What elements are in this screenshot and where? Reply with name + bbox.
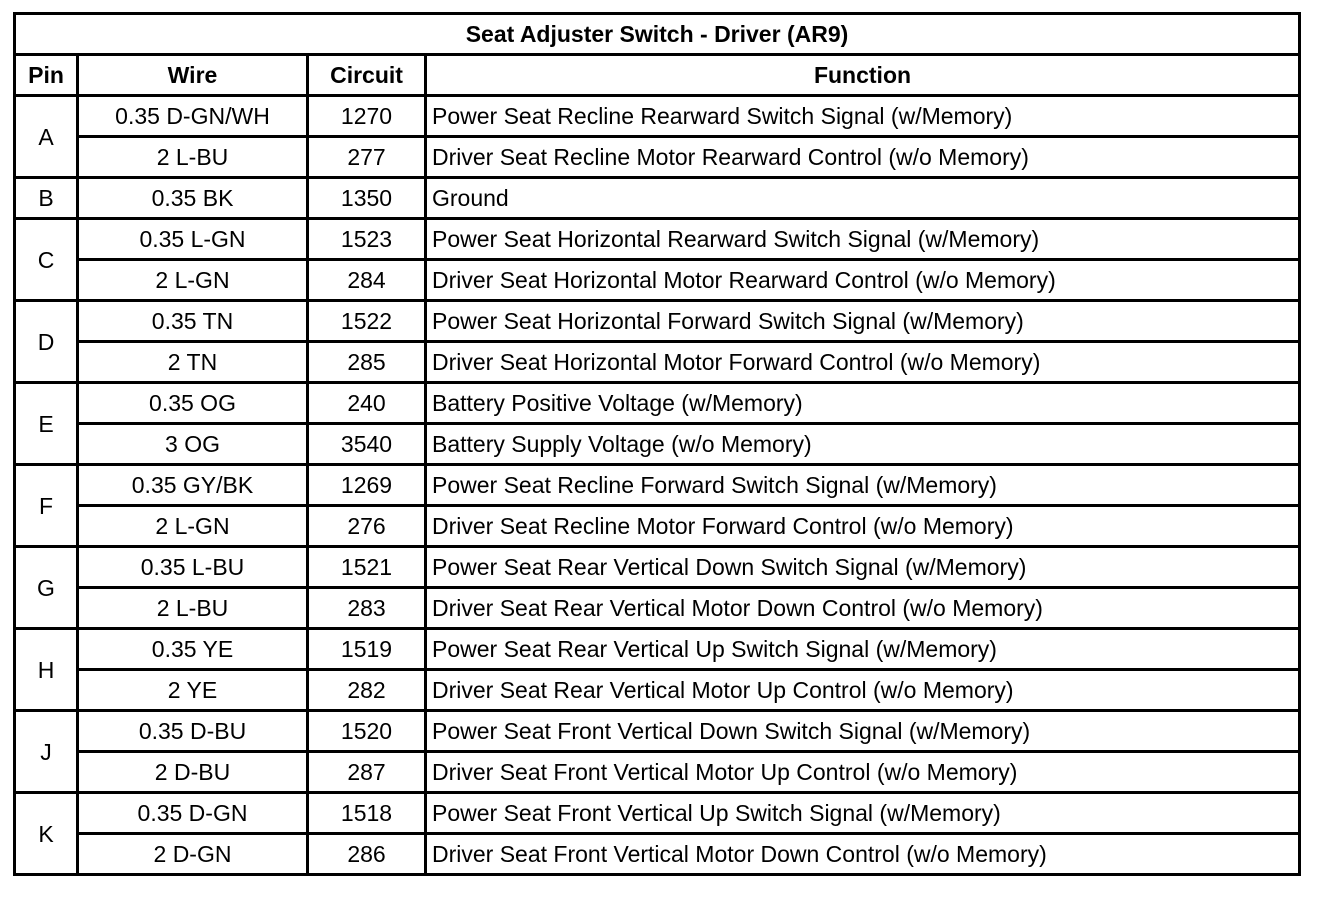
table-row — [16, 343, 1301, 384]
circuit-cell: 1521 — [309, 548, 427, 589]
header-pin: Pin — [16, 56, 79, 97]
table-row — [16, 138, 1301, 179]
pin-cell: G — [16, 548, 79, 630]
header-function: Function — [427, 56, 1301, 97]
pin-cell: A — [16, 97, 79, 179]
wire-cell: 2 L-BU — [79, 138, 309, 179]
circuit-cell: 1270 — [309, 97, 427, 138]
circuit-cell: 1522 — [309, 302, 427, 343]
circuit-cell: 240 — [309, 384, 427, 425]
circuit-cell: 284 — [309, 261, 427, 302]
circuit-cell: 285 — [309, 343, 427, 384]
wire-cell: 2 L-GN — [79, 261, 309, 302]
title-row — [16, 15, 1301, 56]
connector-pinout-sheet — [13, 12, 1301, 876]
function-cell: Power Seat Front Vertical Down Switch Signal (w/Memory) — [427, 712, 1301, 753]
wire-cell: 0.35 D-BU — [79, 712, 309, 753]
function-cell: Driver Seat Recline Motor Forward Control (w/o Memory) — [427, 507, 1301, 548]
header-wire: Wire — [79, 56, 309, 97]
table-row — [16, 712, 1301, 753]
wire-cell: 3 OG — [79, 425, 309, 466]
wire-cell: 2 L-GN — [79, 507, 309, 548]
circuit-cell: 1518 — [309, 794, 427, 835]
function-cell: Driver Seat Rear Vertical Motor Up Control (w/o Memory) — [427, 671, 1301, 712]
table-row — [16, 261, 1301, 302]
circuit-cell: 276 — [309, 507, 427, 548]
pinout-body — [16, 97, 1301, 876]
pin-cell: F — [16, 466, 79, 548]
header-circuit: Circuit — [309, 56, 427, 97]
function-cell: Driver Seat Horizontal Motor Forward Control (w/o Memory) — [427, 343, 1301, 384]
table-row — [16, 302, 1301, 343]
pin-cell: B — [16, 179, 79, 220]
pin-cell: E — [16, 384, 79, 466]
function-cell: Driver Seat Front Vertical Motor Up Control (w/o Memory) — [427, 753, 1301, 794]
function-cell: Driver Seat Rear Vertical Motor Down Control (w/o Memory) — [427, 589, 1301, 630]
function-cell: Power Seat Rear Vertical Down Switch Signal (w/Memory) — [427, 548, 1301, 589]
pin-cell: J — [16, 712, 79, 794]
wire-cell: 0.35 L-BU — [79, 548, 309, 589]
wire-cell: 0.35 BK — [79, 179, 309, 220]
pin-cell: D — [16, 302, 79, 384]
function-cell: Battery Positive Voltage (w/Memory) — [427, 384, 1301, 425]
wire-cell: 0.35 D-GN — [79, 794, 309, 835]
table-row — [16, 589, 1301, 630]
function-cell: Battery Supply Voltage (w/o Memory) — [427, 425, 1301, 466]
table-row — [16, 97, 1301, 138]
circuit-cell: 1350 — [309, 179, 427, 220]
circuit-cell: 282 — [309, 671, 427, 712]
table-row — [16, 671, 1301, 712]
pin-cell: C — [16, 220, 79, 302]
function-cell: Power Seat Rear Vertical Up Switch Signal (w/Memory) — [427, 630, 1301, 671]
table-row — [16, 548, 1301, 589]
function-cell: Ground — [427, 179, 1301, 220]
table-row — [16, 507, 1301, 548]
table-row — [16, 794, 1301, 835]
function-cell: Driver Seat Recline Motor Rearward Control (w/o Memory) — [427, 138, 1301, 179]
function-cell: Driver Seat Front Vertical Motor Down Control (w/o Memory) — [427, 835, 1301, 876]
circuit-cell: 1269 — [309, 466, 427, 507]
wire-cell: 2 D-GN — [79, 835, 309, 876]
table-row — [16, 466, 1301, 507]
circuit-cell: 3540 — [309, 425, 427, 466]
circuit-cell: 286 — [309, 835, 427, 876]
table-row — [16, 630, 1301, 671]
circuit-cell: 283 — [309, 589, 427, 630]
table-row — [16, 835, 1301, 876]
table-row — [16, 220, 1301, 261]
wire-cell: 2 L-BU — [79, 589, 309, 630]
wire-cell: 0.35 TN — [79, 302, 309, 343]
table-row — [16, 753, 1301, 794]
wire-cell: 0.35 YE — [79, 630, 309, 671]
circuit-cell: 277 — [309, 138, 427, 179]
wire-cell: 2 D-BU — [79, 753, 309, 794]
circuit-cell: 1519 — [309, 630, 427, 671]
wire-cell: 0.35 D-GN/WH — [79, 97, 309, 138]
wire-cell: 0.35 GY/BK — [79, 466, 309, 507]
circuit-cell: 287 — [309, 753, 427, 794]
wire-cell: 0.35 L-GN — [79, 220, 309, 261]
wire-cell: 0.35 OG — [79, 384, 309, 425]
table-row — [16, 179, 1301, 220]
wire-cell: 2 YE — [79, 671, 309, 712]
table-row — [16, 425, 1301, 466]
function-cell: Power Seat Horizontal Forward Switch Signal (w/Memory) — [427, 302, 1301, 343]
header-row — [16, 56, 1301, 97]
table-row — [16, 384, 1301, 425]
wire-cell: 2 TN — [79, 343, 309, 384]
pin-cell: K — [16, 794, 79, 876]
function-cell: Driver Seat Horizontal Motor Rearward Control (w/o Memory) — [427, 261, 1301, 302]
function-cell: Power Seat Recline Forward Switch Signal (w/Memory) — [427, 466, 1301, 507]
pinout-table — [13, 12, 1301, 876]
circuit-cell: 1520 — [309, 712, 427, 753]
pin-cell: H — [16, 630, 79, 712]
table-title: Seat Adjuster Switch - Driver (AR9) — [16, 15, 1301, 56]
function-cell: Power Seat Recline Rearward Switch Signal (w/Memory) — [427, 97, 1301, 138]
function-cell: Power Seat Front Vertical Up Switch Signal (w/Memory) — [427, 794, 1301, 835]
circuit-cell: 1523 — [309, 220, 427, 261]
function-cell: Power Seat Horizontal Rearward Switch Signal (w/Memory) — [427, 220, 1301, 261]
